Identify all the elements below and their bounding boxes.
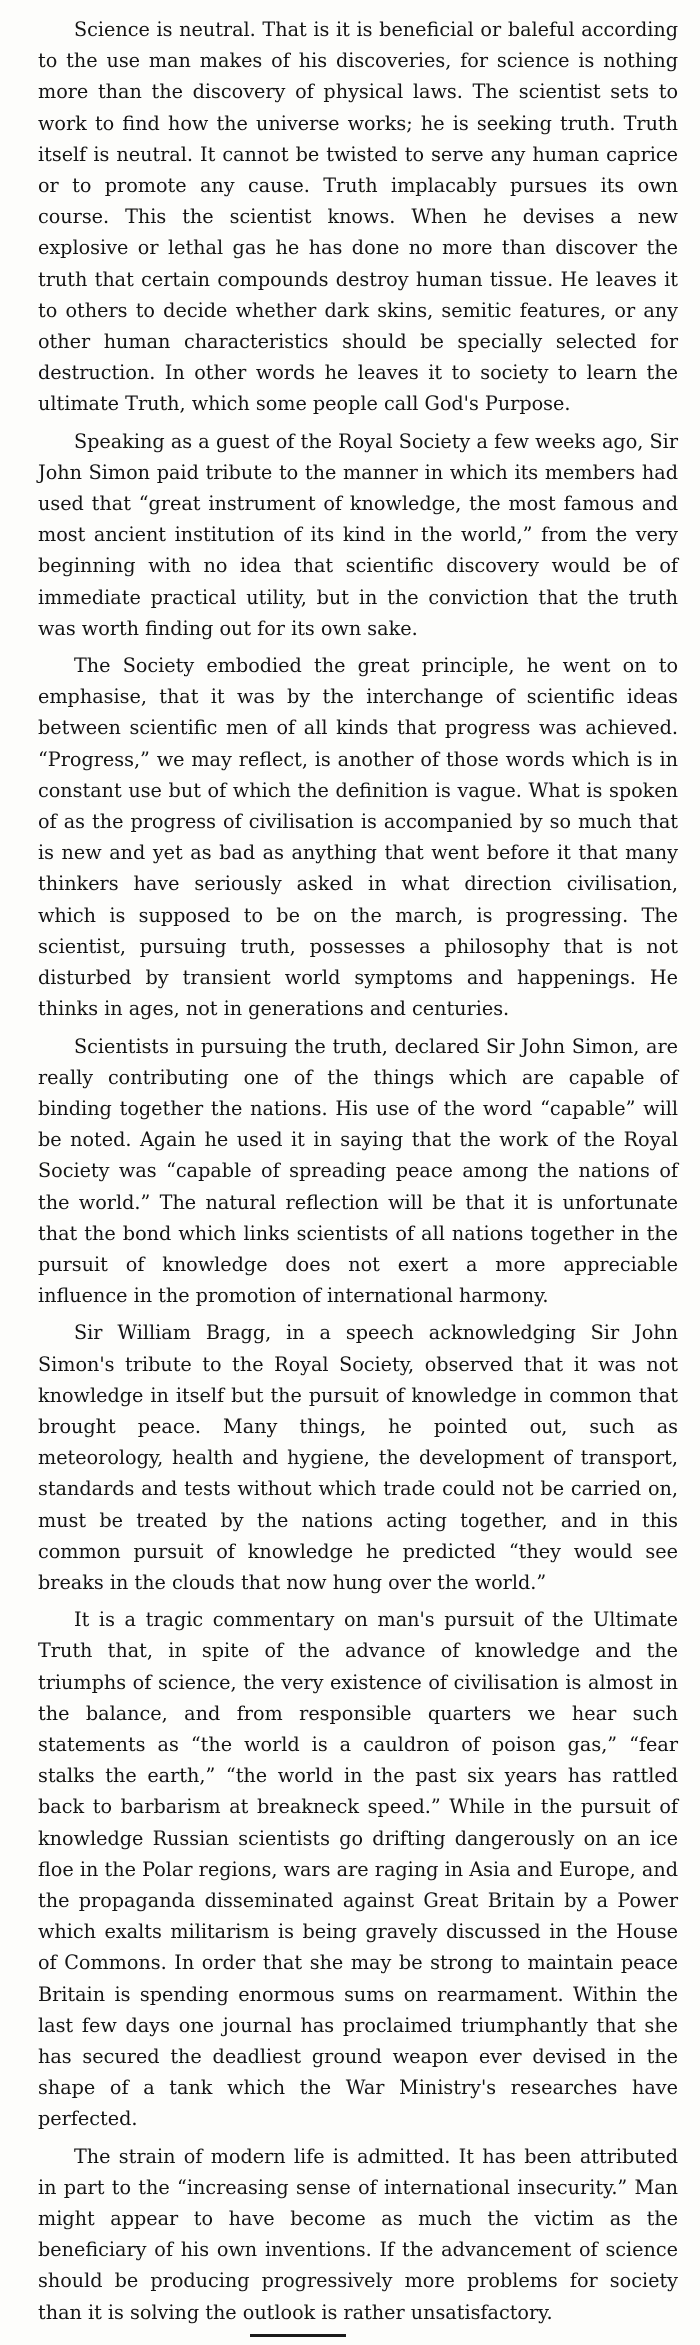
paragraph-tragic-commentary: It is a tragic commentary on man's pursuit of the Ultimate Truth that, in spite of the advance of knowledge and the triumphs of science, the very existence of civilisation is almost in the balance, and from responsible quarters we hear such statements as “the world is a cauldron of poison gas,” “fear stalks the earth,” “the world in the past six years has rattled back to barbarism at breakneck speed.” While in the pursuit of knowledge Russian scientists go drifting dangerously on an ice floe in the Polar regions, wars are raging in Asia and Europe, and the propaganda disseminated against Great Britain by a Power which exalts militarism is being gravely discussed in the House of Commons. In order that she may be strong to maintain peace Britain is spending enormous sums on rearmament. Within the last few days one journal has proclaimed triumphantly that she has secured the deadliest ground weapon ever devised in the shape of a tank which the War Ministry's researches have perfected. — [38, 1608, 678, 2131]
paragraph-william-bragg: Sir William Bragg, in a speech acknowledging Sir John Simon's tribute to the Royal Society, observed that it was not knowledge in itself but the pursuit of knowledge in common that brought peace. Many things, he pointed out, such as meteorology, health and hygiene, the development of transport, standards and tests without which trade could not be carried on, must be treated by the nations acting together, and in this common pursuit of knowledge he predicted “they would see breaks in the clouds that now hung over the world.” — [38, 1321, 678, 1594]
paragraph-binding-nations: Scientists in pursuing the truth, declared Sir John Simon, are really contributing one of the things which are capable of binding together the nations. His use of the word “capable” will be noted. Again he used it in saying that the work of the Royal Society was “capable of spreading peace among the nations of the world.” The natural reflection will be that it is unfortunate that the bond which links scientists of all nations together in the pursuit of knowledge does not exert a more appreciable influence in the promotion of international harmony. — [38, 1034, 678, 1308]
article-column — [38, 14, 678, 2334]
paragraph-science-neutral: Science is neutral. That is it is beneficial or baleful according to the use man makes of his discoveries, for science is nothing more than the discovery of physical laws. The scientist sets to work to find how the universe works; he is seeking truth. Truth itself is neutral. It cannot be twisted to serve any human caprice or to promote any cause. Truth implacably pursues its own course. This the scientist knows. When he devises a new explosive or lethal gas he has done no more than discover the truth that certain compounds destroy human tissue. He leaves it to others to decide whether dark skins, semitic features, or any other human characteristics should be specially selected for destruction. In other words he leaves it to society to learn the ultimate Truth, which some people call God's Purpose. — [38, 18, 678, 416]
paragraph-modern-life: The strain of modern life is admitted. It has been attributed in part to the “increasing sense of international insecurity.” Man might appear to have become as much the victim as the beneficiary of his own inventions. If the advancement of science should be producing progressively more problems for society than it is solving the outlook is rather unsatisfactory. — [38, 2144, 678, 2324]
closing-rule — [250, 2334, 346, 2337]
paragraph-progress: The Society embodied the great principle, he went on to emphasise, that it was by the interchange of scientific ideas between scientific men of all kinds that progress was achieved. “Progress,” we may reflect, is another of those words which is in constant use but of which the definition is vague. What is spoken of as the progress of civilisation is accompanied by so much that is new and yet as bad as anything that went before it that many thinkers have seriously asked in what direction civilisation, which is supposed to be on the march, is progressing. The scientist, pursuing truth, possesses a philosophy that is not disturbed by transient world symptoms and happenings. He thinks in ages, not in generations and centuries. — [38, 654, 678, 1021]
paragraph-royal-society: Speaking as a guest of the Royal Society a few weeks ago, Sir John Simon paid tribute to the manner in which its members had used that “great instrument of knowledge, the most famous and most ancient institution of its kind in the world,” from the very beginning with no idea that scientific discovery would be of immediate practical utility, but in the conviction that the truth was worth finding out for its own sake. — [38, 429, 678, 640]
